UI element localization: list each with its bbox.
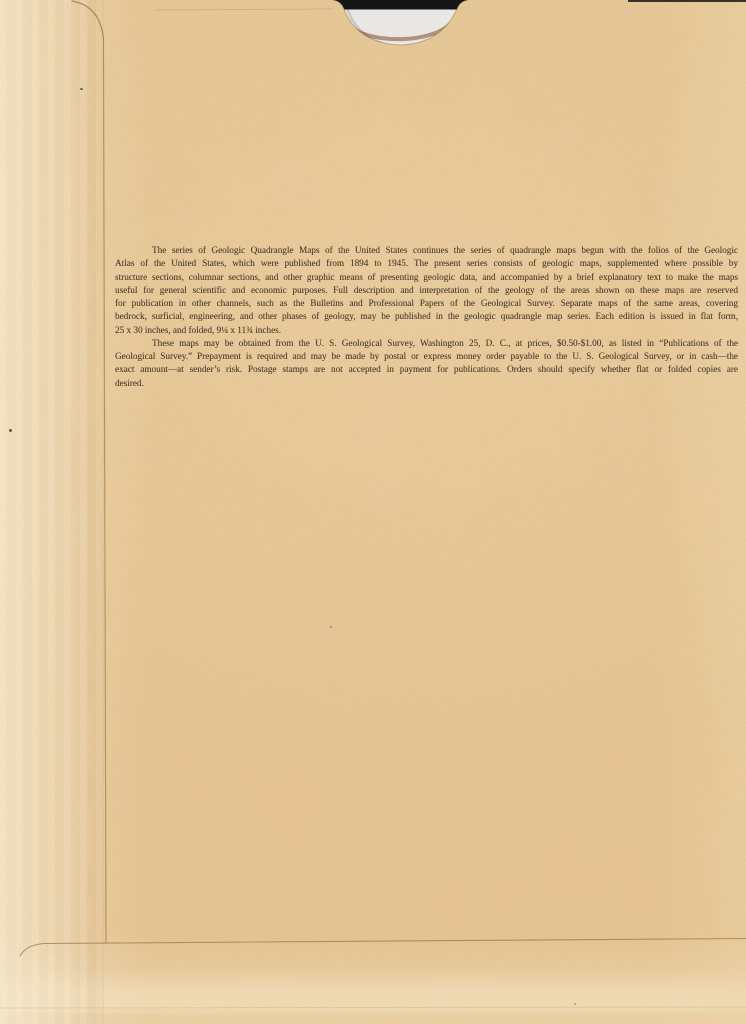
printed-notice [115, 244, 738, 390]
text-line: useful for general scientific and economic purposes. Full description and interpretation of the geology of the areas shown on these maps are reserved [115, 284, 738, 295]
text-line: The series of Geologic Quadrangle Maps of the United States continues the series of quadrangle maps begun with the folios of the Geologic [152, 245, 738, 255]
text-line: desired. [115, 377, 144, 388]
paragraph-ordering-information [115, 337, 738, 390]
text-line: 25 x 30 inches, and folded, 9¼ x 11¾ inches. [115, 324, 282, 335]
scanner-background-sliver [628, 0, 746, 2]
text-line: exact amount—at sender’s risk. Postage stamps are not accepted in payment for publications. Orders should specify whether flat or folded copies are [115, 364, 738, 375]
text-line: bedrock, surficial, engineering, and other phases of geology, may be published in the geologic quadrangle map series. Each edition is issued in flat form, [115, 311, 738, 322]
paper-speck [330, 626, 332, 628]
text-line: Atlas of the United States, which were published from 1894 to 1945. The present series consists of geologic maps, supplemented where possible by [115, 258, 738, 269]
paragraph-series-description [115, 244, 738, 337]
text-line: These maps may be obtained from the U. S. Geological Survey, Washington 25, D. C., at prices, $0.50-$1.00, as listed in “Publications of the [152, 337, 738, 348]
text-line: for publication in other channels, such as the Bulletins and Professional Papers of the Geological Survey. Separate maps of the same areas, covering [115, 298, 738, 308]
paper-speck [574, 1003, 576, 1005]
text-line: structure sections, columnar sections, and other graphic means of presenting geologic data, and accompanied by a brief explanatory text to make the maps [115, 271, 738, 282]
text-line: Geological Survey.” Prepayment is required and may be made by postal or express money order payable to the U. S. Geological Survey, or in cash—the [115, 351, 738, 361]
paper-speck [9, 429, 12, 432]
paper-speck [80, 88, 83, 90]
scanner-background-strip [331, 0, 471, 10]
